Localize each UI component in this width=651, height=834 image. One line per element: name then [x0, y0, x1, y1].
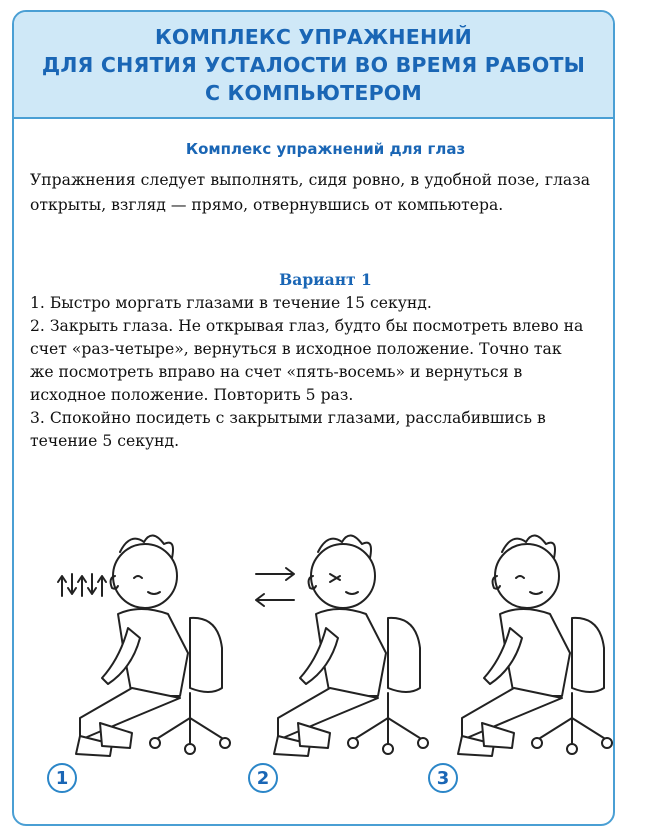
title-line-2: ДЛЯ СНЯТИЯ УСТАЛОСТИ ВО ВРЕМЯ РАБОТЫ — [41, 52, 586, 77]
look-right-arrow-icon — [256, 568, 294, 580]
boy-on-chair-illustration — [76, 535, 230, 756]
step-3: 3. Спокойно посидеть с закрытыми глазами, расслабившись в течение 5 секунд. — [30, 409, 546, 450]
title-line-3: С КОМПЬЮТЕРОМ — [204, 80, 423, 105]
header-banner — [14, 12, 613, 119]
boy-on-chair-illustration — [458, 535, 612, 756]
variant-heading: Вариант 1 — [279, 270, 372, 289]
intro-paragraph: Упражнения следует выполнять, сидя ровно, в удобной позе, глаза открыты, взгляд — прямо, отвернувшись от компьютера. — [30, 171, 590, 214]
title-line-1: КОМПЛЕКС УПРАЖНЕНИЙ — [154, 24, 473, 49]
section-subtitle: Комплекс упражнений для глаз — [185, 140, 466, 158]
blink-arrows-icon — [58, 574, 106, 596]
step-2: 2. Закрыть глаза. Не открывая глаз, будто бы посмотреть влево на счет «раз-четыре», вернуться в исходное положение. Точно так же посмотреть вправо на счет «пять-восемь» и вернуться в исходное положение. Повторить 5 раз. — [30, 317, 584, 404]
look-left-arrow-icon — [256, 594, 294, 606]
boy-on-chair-illustration — [274, 535, 428, 756]
figure-2-seated-boy-looking-sideways — [238, 518, 438, 768]
step-1: 1. Быстро моргать глазами в течение 15 секунд. — [30, 294, 432, 312]
figure-number-2: 2 — [248, 763, 278, 793]
figure-number-3: 3 — [428, 763, 458, 793]
steps-list — [30, 292, 590, 453]
figure-number-1: 1 — [47, 763, 77, 793]
figure-3-seated-boy-resting — [432, 518, 632, 768]
figure-1-seated-boy-blinking — [40, 518, 240, 768]
